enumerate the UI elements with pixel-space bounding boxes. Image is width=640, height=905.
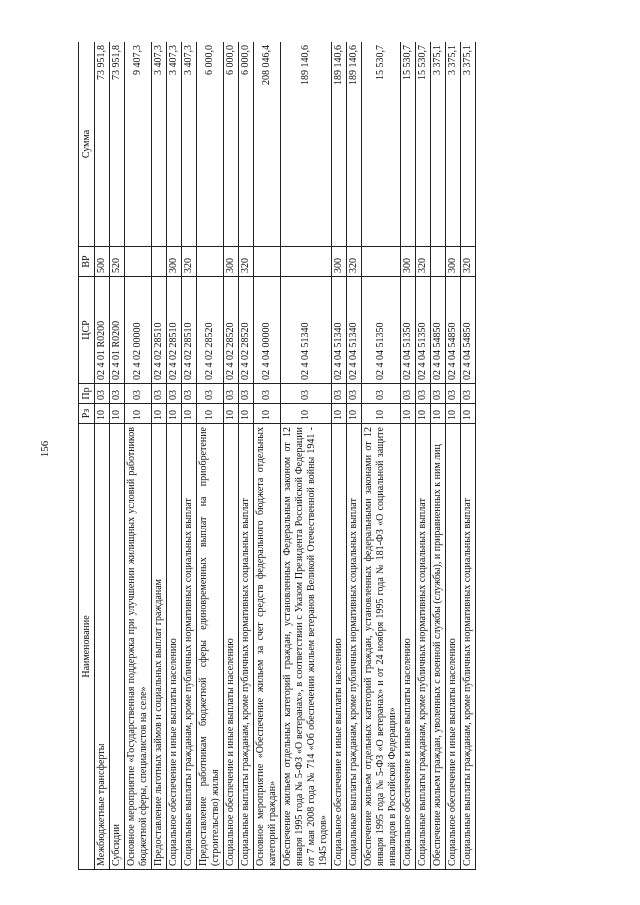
row-pr: 03	[125, 384, 152, 404]
row-rz: 10	[224, 404, 239, 424]
row-csr: 02 4 02 28510	[182, 277, 197, 384]
row-rz: 10	[125, 404, 152, 424]
row-name: Социальное обеспечение и иные выплаты населению	[167, 424, 182, 870]
table-row	[182, 42, 197, 870]
row-name: Социальное обеспечение и иные выплаты населению	[401, 424, 416, 870]
row-csr: 02 4 04 51350	[362, 277, 401, 384]
row-csr: 02 4 04 00000	[254, 277, 281, 384]
row-pr: 03	[446, 384, 461, 404]
row-pr: 03	[362, 384, 401, 404]
row-sum: 9 407,3	[125, 42, 152, 247]
row-sum: 3 375,1	[446, 42, 461, 247]
row-name: Социальные выплаты гражданам, кроме публичных нормативных социальных выплат	[416, 424, 431, 870]
budget-table	[78, 42, 476, 870]
row-csr: 02 4 04 54850	[431, 277, 446, 384]
row-csr: 02 4 02 28520	[224, 277, 239, 384]
row-sum: 15 530,7	[362, 42, 401, 247]
row-vr: 320	[416, 247, 431, 277]
table-row	[110, 42, 125, 870]
row-sum: 3 407,3	[182, 42, 197, 247]
row-csr: 02 4 02 28510	[167, 277, 182, 384]
row-csr: 02 4 04 51340	[347, 277, 362, 384]
row-sum: 208 046,4	[254, 42, 281, 247]
row-csr: 02 4 02 28510	[152, 277, 167, 384]
row-name: Обеспечение жильем отдельных категорий граждан, установленных федеральными законами от 12 января 1995 года № 5-ФЗ «О ветеранах» и от 24 ноября 1995 года № 181-ФЗ «О социальной защите инвалидов в Российской Федерации»	[362, 424, 401, 870]
row-name: Предоставление работникам бюджетной сферы единовременных выплат на приобретение (строительство) жилья	[197, 424, 224, 870]
row-csr: 02 4 04 54850	[446, 277, 461, 384]
row-name: Основное мероприятие «Обеспечение жильем за счет средств федерального бюджета отдельных категорий граждан»	[254, 424, 281, 870]
row-rz: 10	[446, 404, 461, 424]
table-row	[461, 42, 476, 870]
table-row	[95, 42, 110, 870]
row-pr: 03	[281, 384, 332, 404]
row-csr: 02 4 02 28520	[197, 277, 224, 384]
row-pr: 03	[152, 384, 167, 404]
row-sum: 3 407,3	[167, 42, 182, 247]
row-vr: 300	[167, 247, 182, 277]
row-pr: 03	[332, 384, 347, 404]
row-vr	[197, 247, 224, 277]
row-pr: 03	[254, 384, 281, 404]
row-sum: 6 000,0	[224, 42, 239, 247]
header-csr: ЦСР	[79, 277, 95, 384]
row-vr	[125, 247, 152, 277]
table-row	[416, 42, 431, 870]
row-rz: 10	[110, 404, 125, 424]
row-sum: 3 407,3	[152, 42, 167, 247]
row-vr: 320	[239, 247, 254, 277]
table-row	[125, 42, 152, 870]
row-pr: 03	[95, 384, 110, 404]
row-name: Социальное обеспечение и иные выплаты населению	[446, 424, 461, 870]
row-rz: 10	[239, 404, 254, 424]
row-pr: 03	[461, 384, 476, 404]
row-name: Предоставление льготных займов и социальных выплат гражданам	[152, 424, 167, 870]
row-vr: 300	[332, 247, 347, 277]
row-sum: 6 000,0	[239, 42, 254, 247]
row-rz: 10	[362, 404, 401, 424]
table-row	[431, 42, 446, 870]
row-vr: 500	[95, 247, 110, 277]
table-row	[347, 42, 362, 870]
row-sum: 189 140,6	[347, 42, 362, 247]
row-pr: 03	[431, 384, 446, 404]
row-name: Социальные выплаты гражданам, кроме публичных нормативных социальных выплат	[347, 424, 362, 870]
row-rz: 10	[281, 404, 332, 424]
row-name: Обеспечение жильем отдельных категорий граждан, установленных Федеральным законом от 12 января 1995 года № 5-ФЗ «О ветеранах», в соответствии с Указом Президента Российской Федерации от 7 мая 2008 года № 714 «Об обеспечении жильем ветеранов Великой Отечественной войны 1941 - 1945 годов»	[281, 424, 332, 870]
row-rz: 10	[95, 404, 110, 424]
row-rz: 10	[431, 404, 446, 424]
row-sum: 15 530,7	[401, 42, 416, 247]
row-pr: 03	[224, 384, 239, 404]
row-name: Обеспечение жильем граждан, уволенных с военной службы (службы), и приравненных к ним лиц	[431, 424, 446, 870]
row-pr: 03	[197, 384, 224, 404]
row-rz: 10	[182, 404, 197, 424]
row-rz: 10	[461, 404, 476, 424]
row-vr: 520	[110, 247, 125, 277]
table-row	[197, 42, 224, 870]
row-rz: 10	[416, 404, 431, 424]
row-pr: 03	[167, 384, 182, 404]
row-vr	[254, 247, 281, 277]
table-body	[95, 42, 476, 870]
row-sum: 189 140,6	[332, 42, 347, 247]
table-row	[281, 42, 332, 870]
row-csr: 02 4 01 R0200	[95, 277, 110, 384]
header-pr: Пр	[79, 384, 95, 404]
row-name: Межбюджетные трансферты	[95, 424, 110, 870]
row-name: Социальные выплаты гражданам, кроме публичных нормативных социальных выплат	[461, 424, 476, 870]
table-row	[401, 42, 416, 870]
row-vr: 320	[182, 247, 197, 277]
row-sum: 6 000,0	[197, 42, 224, 247]
table-row	[152, 42, 167, 870]
row-sum: 73 951,8	[95, 42, 110, 247]
row-csr: 02 4 02 00000	[125, 277, 152, 384]
row-pr: 03	[239, 384, 254, 404]
budget-table-page	[78, 42, 598, 870]
table-row	[332, 42, 347, 870]
table-row	[446, 42, 461, 870]
row-vr: 300	[446, 247, 461, 277]
page-number: 156	[39, 440, 51, 458]
row-csr: 02 4 04 51340	[332, 277, 347, 384]
row-vr	[431, 247, 446, 277]
row-rz: 10	[347, 404, 362, 424]
table-row	[362, 42, 401, 870]
header-sum: Сумма	[79, 42, 95, 247]
row-rz: 10	[401, 404, 416, 424]
row-sum: 3 375,1	[461, 42, 476, 247]
header-name: Наименование	[79, 424, 95, 870]
row-vr: 320	[461, 247, 476, 277]
row-vr	[281, 247, 332, 277]
row-csr: 02 4 04 51340	[281, 277, 332, 384]
row-vr	[362, 247, 401, 277]
row-csr: 02 4 04 54850	[461, 277, 476, 384]
table-header-row	[79, 42, 95, 870]
header-vr: ВР	[79, 247, 95, 277]
row-sum: 73 951,8	[110, 42, 125, 247]
row-csr: 02 4 04 51350	[401, 277, 416, 384]
row-vr: 320	[347, 247, 362, 277]
row-rz: 10	[254, 404, 281, 424]
table-row	[224, 42, 239, 870]
row-rz: 10	[197, 404, 224, 424]
table-row	[254, 42, 281, 870]
row-pr: 03	[347, 384, 362, 404]
row-csr: 02 4 04 51350	[416, 277, 431, 384]
table-row	[239, 42, 254, 870]
row-name: Основное мероприятие «Государственная поддержка при улучшении жилищных условий работников бюджетной сферы, специалистов на селе»	[125, 424, 152, 870]
row-csr: 02 4 02 28520	[239, 277, 254, 384]
row-pr: 03	[182, 384, 197, 404]
row-sum: 189 140,6	[281, 42, 332, 247]
row-name: Субсидии	[110, 424, 125, 870]
row-pr: 03	[416, 384, 431, 404]
row-rz: 10	[332, 404, 347, 424]
row-vr: 300	[401, 247, 416, 277]
row-csr: 02 4 01 R0200	[110, 277, 125, 384]
row-sum: 3 375,1	[431, 42, 446, 247]
row-vr: 300	[224, 247, 239, 277]
row-name: Социальное обеспечение и иные выплаты населению	[224, 424, 239, 870]
row-pr: 03	[110, 384, 125, 404]
row-pr: 03	[401, 384, 416, 404]
row-rz: 10	[167, 404, 182, 424]
row-name: Социальное обеспечение и иные выплаты населению	[332, 424, 347, 870]
row-name: Социальные выплаты гражданам, кроме публичных нормативных социальных выплат	[182, 424, 197, 870]
row-vr	[152, 247, 167, 277]
row-rz: 10	[152, 404, 167, 424]
table-row	[167, 42, 182, 870]
header-rz: Рз	[79, 404, 95, 424]
row-name: Социальные выплаты гражданам, кроме публичных нормативных социальных выплат	[239, 424, 254, 870]
row-sum: 15 530,7	[416, 42, 431, 247]
